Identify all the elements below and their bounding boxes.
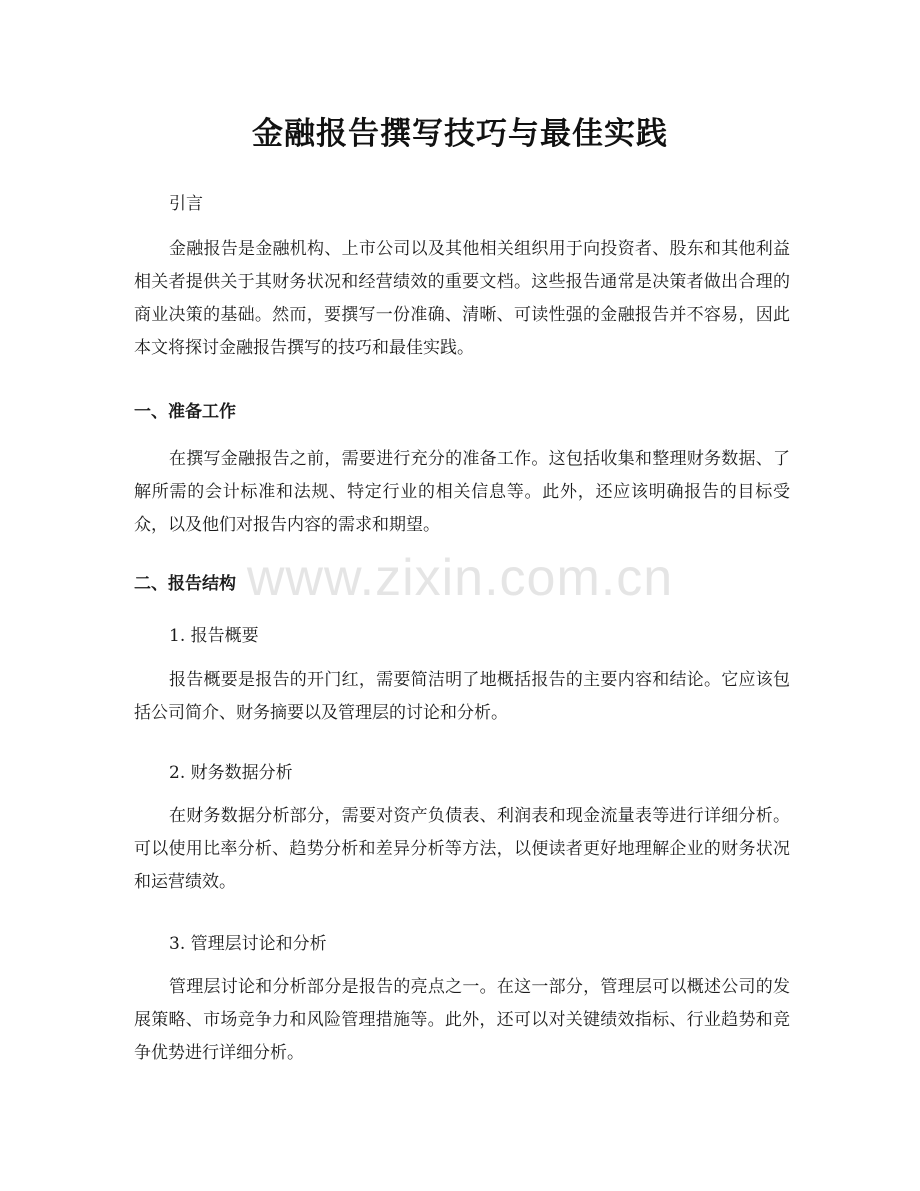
section-heading-preparation: 一、准备工作: [134, 402, 236, 422]
document-title: 金融报告撰写技巧与最佳实践: [252, 116, 668, 152]
subsection-label-management-discussion: 3. 管理层讨论和分析: [169, 934, 327, 954]
financial-analysis-paragraph: 在财务数据分析部分，需要对资产负债表、利润表和现金流量表等进行详细分析。可以使用比率分析、趋势分析和差异分析等方法，以便读者更好地理解企业的财务状况和运营绩效。: [134, 806, 790, 892]
subsection-label-summary: 1. 报告概要: [169, 626, 259, 646]
intro-paragraph: 金融报告是金融机构、上市公司以及其他相关组织用于向投资者、股东和其他利益相关者提供关于其财务状况和经营绩效的重要文档。这些报告通常是决策者做出合理的商业决策的基础。然而，要撰写一份准确、清晰、可读性强的金融报告并不容易，因此本文将探讨金融报告撰写的技巧和最佳实践。: [134, 239, 790, 358]
summary-paragraph: 报告概要是报告的开门红，需要简洁明了地概括报告的主要内容和结论。它应该包括公司简介、财务摘要以及管理层的讨论和分析。: [134, 670, 790, 723]
preparation-paragraph: 在撰写金融报告之前，需要进行充分的准备工作。这包括收集和整理财务数据、了解所需的会计标准和法规、特定行业的相关信息等。此外，还应该明确报告的目标受众，以及他们对报告内容的需求和期望。: [134, 449, 790, 535]
management-discussion-paragraph: 管理层讨论和分析部分是报告的亮点之一。在这一部分，管理层可以概述公司的发展策略、市场竞争力和风险管理措施等。此外，还可以对关键绩效指标、行业趋势和竞争优势进行详细分析。: [134, 977, 790, 1063]
watermark: www.zixin.com.cn: [246, 549, 674, 607]
subsection-label-financial-analysis: 2. 财务数据分析: [169, 763, 293, 783]
intro-label: 引言: [169, 194, 203, 214]
section-heading-structure: 二、报告结构: [134, 574, 236, 594]
